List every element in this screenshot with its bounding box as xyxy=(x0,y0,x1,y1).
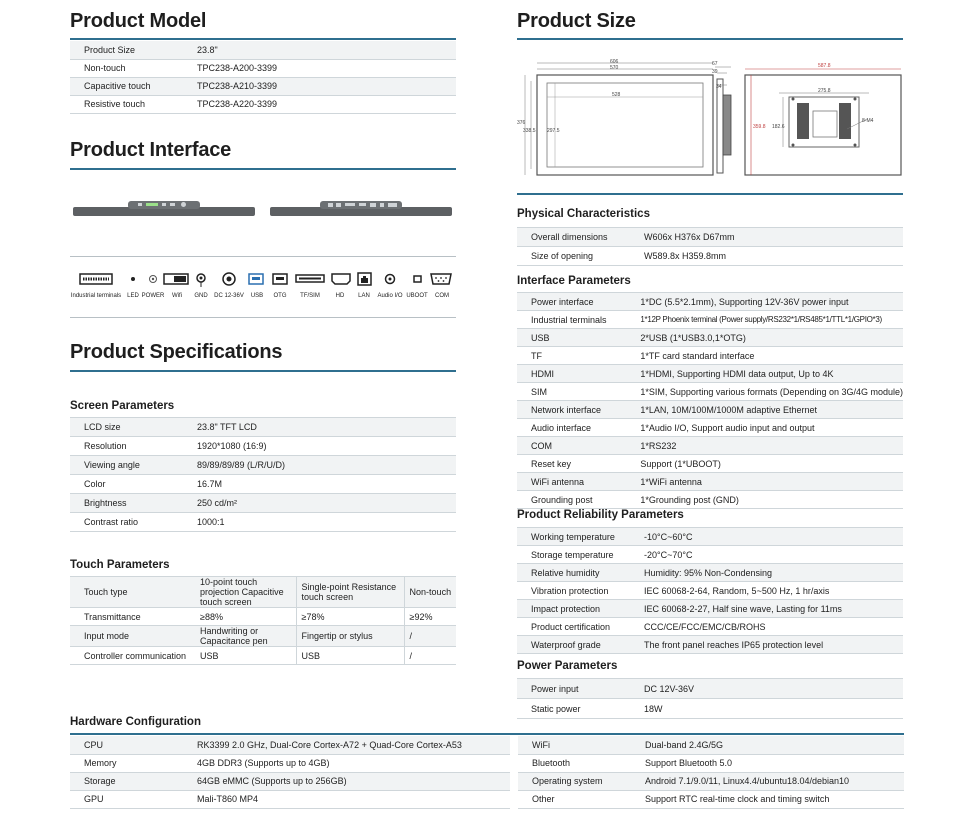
port-icons xyxy=(70,270,456,290)
table-row: Touch type 10-point touch projection Capacitive touch screen Single-point Resistance touch screen Non-touch xyxy=(70,577,456,608)
product-interface-title: Product Interface xyxy=(70,139,232,161)
screen-parameters-title: Screen Parameters xyxy=(70,400,175,412)
table-row: Product Size 23.8" xyxy=(70,41,456,59)
table-row: Reset key Support (1*UBOOT) xyxy=(517,455,903,473)
table-row: Working temperature -10°C~60°C xyxy=(517,528,903,546)
power-parameters-table xyxy=(517,678,903,719)
table-row: USB 2*USB (1*USB3.0,1*OTG) xyxy=(517,329,903,347)
divider xyxy=(70,38,456,40)
divider xyxy=(70,168,456,170)
port-label: Industrial terminals xyxy=(70,293,122,299)
table-row: CPU RK3399 2.0 GHz, Dual-Core Cortex-A72 + Quad-Core Cortex-A53 xyxy=(70,736,510,754)
table-row: Storage 64GB eMMC (Supports up to 256GB) xyxy=(70,772,510,790)
hardware-right-table xyxy=(518,736,904,809)
product-model-table xyxy=(70,41,456,114)
table-row: Industrial terminals 1*12P Phoenix terminal (Power supply/RS232*1/RS485*1/TTL*1/GPIO*3) xyxy=(517,311,903,329)
dim-label: 359.8 xyxy=(753,124,766,130)
port-label: GND xyxy=(194,293,208,299)
table-row: Other Support RTC real-time clock and timing switch xyxy=(518,790,904,808)
table-row: Network interface 1*LAN, 10M/100M/1000M adaptive Ethernet xyxy=(517,401,903,419)
table-row: Overall dimensions W606x H376x D67mm xyxy=(517,228,903,247)
interface-parameters-title: Interface Parameters xyxy=(517,275,631,287)
divider xyxy=(70,256,456,257)
table-row: TF 1*TF card standard interface xyxy=(517,347,903,365)
port-label: LED xyxy=(127,293,139,299)
port-label: USB xyxy=(250,293,264,299)
table-row: Bluetooth Support Bluetooth 5.0 xyxy=(518,754,904,772)
port-label: Wifi xyxy=(172,293,182,299)
table-row: Resolution 1920*1080 (16:9) xyxy=(70,437,456,456)
table-row: Controller communication USB USB / xyxy=(70,647,456,665)
table-row: WiFi Dual-band 2.4G/5G xyxy=(518,736,904,754)
table-row: Impact protection IEC 60068-2-27, Half sine wave, Lasting for 11ms xyxy=(517,600,903,618)
table-row: Waterproof grade The front panel reaches IP65 protection level xyxy=(517,636,903,654)
port-label: COM xyxy=(435,293,449,299)
table-row: Memory 4GB DDR3 (Supports up to 4GB) xyxy=(70,754,510,772)
divider xyxy=(70,733,904,735)
product-model-title: Product Model xyxy=(70,10,207,32)
physical-characteristics-title: Physical Characteristics xyxy=(517,208,650,220)
dim-label: 338.5 xyxy=(523,128,536,134)
port-label: LAN xyxy=(358,293,370,299)
port-label: POWER xyxy=(141,293,165,299)
dim-label: 8-M4 xyxy=(862,118,874,124)
table-row: Viewing angle 89/89/89/89 (L/R/U/D) xyxy=(70,456,456,475)
port-label: Audio I/O xyxy=(377,293,403,299)
table-row: Product certification CCC/CE/FCC/EMC/CB/ROHS xyxy=(517,618,903,636)
dim-label: 275.8 xyxy=(818,88,831,94)
dim-label: 34 xyxy=(716,84,722,90)
touch-parameters-table xyxy=(70,576,456,665)
table-row: Transmittance ≥88% ≥78% ≥92% xyxy=(70,608,456,626)
dim-label: 376 xyxy=(517,120,526,126)
physical-characteristics-table xyxy=(517,227,903,266)
table-row: LCD size 23.8" TFT LCD xyxy=(70,418,456,437)
reliability-parameters-table xyxy=(517,527,903,654)
table-row: Grounding post 1*Grounding post (GND) xyxy=(517,491,903,509)
divider xyxy=(70,317,456,318)
table-row: Brightness 250 cd/m² xyxy=(70,494,456,513)
table-row: WiFi antenna 1*WiFi antenna xyxy=(517,473,903,491)
divider xyxy=(517,193,903,195)
table-row: GPU Mali-T860 MP4 xyxy=(70,790,510,808)
table-row: Resistive touch TPC238-A220-3399 xyxy=(70,95,456,113)
table-row: Power input DC 12V-36V xyxy=(517,679,903,699)
hardware-left-table xyxy=(70,736,510,809)
table-row: Vibration protection IEC 60068-2-64, Random, 5~500 Hz, 1 hr/axis xyxy=(517,582,903,600)
table-row: COM 1*RS232 xyxy=(517,437,903,455)
table-row: Non-touch TPC238-A200-3399 xyxy=(70,59,456,77)
divider xyxy=(70,370,456,372)
port-label: DC 12-36V xyxy=(214,293,244,299)
table-row: HDMI 1*HDMI, Supporting HDMI data output, Up to 4K xyxy=(517,365,903,383)
port-label: UBOOT xyxy=(406,293,428,299)
dim-label: 297.5 xyxy=(547,128,560,134)
table-row: SIM 1*SIM, Supporting various formats (Depending on 3G/4G module) xyxy=(517,383,903,401)
device-side-views xyxy=(70,196,456,224)
power-parameters-title: Power Parameters xyxy=(517,660,618,672)
dim-label: 67 xyxy=(712,61,718,67)
table-row: Storage temperature -20°C~70°C xyxy=(517,546,903,564)
port-label: OTG xyxy=(273,293,287,299)
table-row: Power interface 1*DC (5.5*2.1mm), Supporting 12V-36V power input xyxy=(517,293,903,311)
port-label: HD xyxy=(335,293,345,299)
dim-label: 606 xyxy=(610,59,619,65)
product-size-title: Product Size xyxy=(517,10,636,32)
hardware-configuration-title: Hardware Configuration xyxy=(70,716,201,728)
table-row: Capacitive touch TPC238-A210-3399 xyxy=(70,77,456,95)
touch-parameters-title: Touch Parameters xyxy=(70,559,170,571)
port-label: TF/SIM xyxy=(300,293,320,299)
reliability-parameters-title: Product Reliability Parameters xyxy=(517,509,684,521)
dimension-drawing xyxy=(517,55,905,185)
table-row: Contrast ratio 1000:1 xyxy=(70,513,456,532)
table-row: Input mode Handwriting or Capacitance pen Fingertip or stylus / xyxy=(70,626,456,647)
dim-label: 182.6 xyxy=(772,124,785,130)
table-row: Audio interface 1*Audio I/O, Support audio input and output xyxy=(517,419,903,437)
table-row: Color 16.7M xyxy=(70,475,456,494)
dim-label: 528 xyxy=(612,92,621,98)
dim-label: 570 xyxy=(610,65,619,71)
divider xyxy=(517,38,903,40)
product-specifications-title: Product Specifications xyxy=(70,341,283,363)
screen-parameters-table xyxy=(70,417,456,532)
table-row: Relative humidity Humidity: 95% Non-Condensing xyxy=(517,564,903,582)
table-row: Operating system Android 7.1/9.0/11, Linux4.4/ubuntu18.04/debian10 xyxy=(518,772,904,790)
table-row: Size of opening W589.8x H359.8mm xyxy=(517,247,903,266)
dim-label: 587.8 xyxy=(818,63,831,69)
interface-parameters-table xyxy=(517,292,903,509)
table-row: Static power 18W xyxy=(517,699,903,719)
dim-label: 39 xyxy=(712,69,718,75)
